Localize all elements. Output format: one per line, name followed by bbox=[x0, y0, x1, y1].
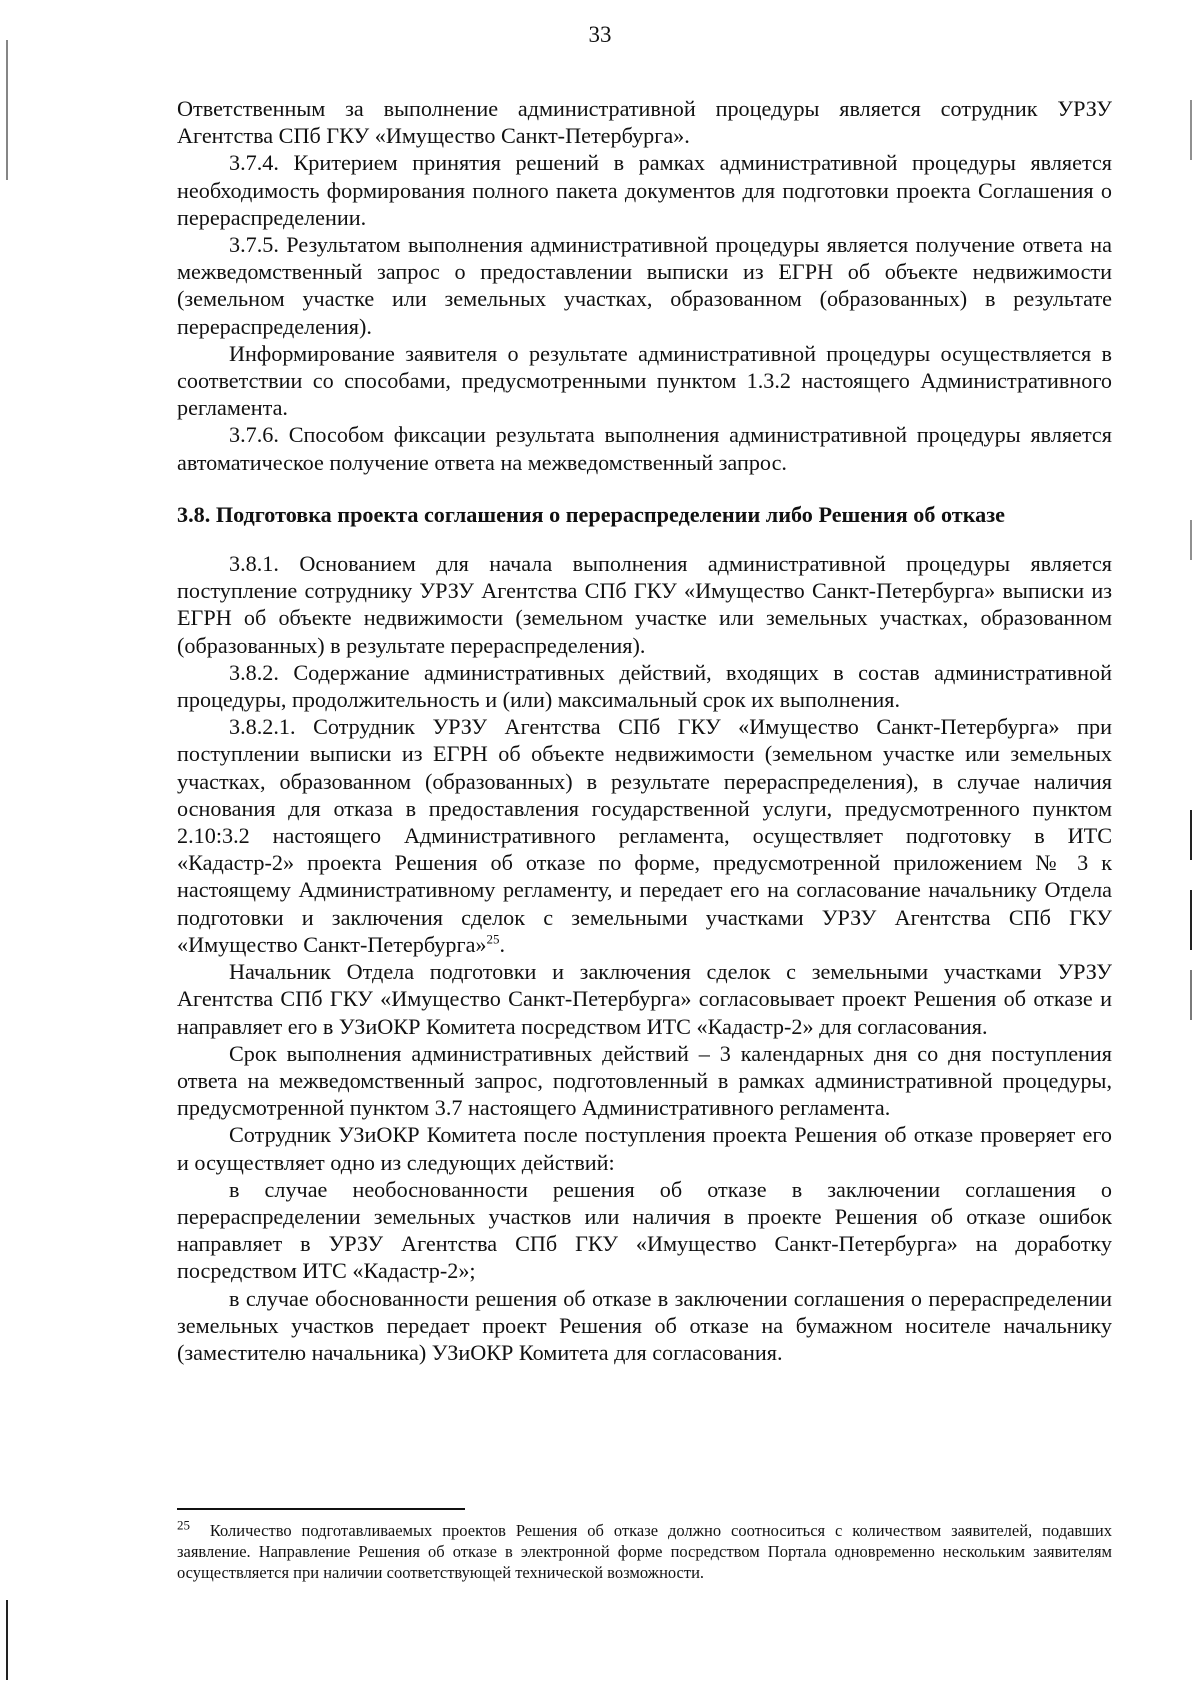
paragraph-with-footnote bbox=[177, 713, 1112, 958]
paragraph: Ответственным за выполнение административной процедуры является сотрудник УРЗУ Агентства СПб ГКУ «Имущество Санкт-Петербурга». bbox=[177, 96, 1112, 149]
paragraph: Срок выполнения административных действий – 3 календарных дня со дня поступления ответа на межведомственный запрос, подготовленный в рамках административной процедуры, предусмотренной пунктом 3.7 настоящего Административного регламента. bbox=[177, 1040, 1112, 1121]
paragraph-text: 3.8.2.1. Сотрудник УРЗУ Агентства СПб ГКУ «Имущество Санкт-Петербурга» при поступлении выписки из ЕГРН об объекте недвижимости (земельном участке или земельных участках, образованном (образованных) в результате перераспределения), в случае наличия основания для отказа в предоставления государственной услуги, предусмотренного пунктом 2.10:3.2 настоящего Административного регламента, осуществляет подготовку в ИТС «Кадастр-2» проекта Решения об отказе по форме, предусмотренной приложением № 3 к настоящему Административному регламенту, и передает его на согласование начальнику Отдела подготовки и заключения сделок с земельными участками УРЗУ Агентства СПб ГКУ «Имущество Санкт-Петербурга» bbox=[177, 714, 1112, 957]
paragraph: 3.8.1. Основанием для начала выполнения административной процедуры является поступление сотруднику УРЗУ Агентства СПб ГКУ «Имущество Санкт-Петербурга» выписки из ЕГРН об объекте недвижимости (земельном участке или земельных участках, образованном (образованных) в результате перераспределения). bbox=[177, 551, 1112, 658]
paragraph: в случае необоснованности решения об отказе в заключении соглашения о перераспределении земельных участков или наличия в проекте Решения об отказе ошибок направляет в УРЗУ Агентства СПб ГКУ «Имущество Санкт-Петербурга» на доработку посредством ИТС «Кадастр-2»; bbox=[177, 1176, 1112, 1284]
paragraph: 3.7.5. Результатом выполнения административной процедуры является получение ответа на межведомственный запрос о предоставлении выписки из ЕГРН об объекте недвижимости (земельном участке или земельных участках, образованном (образованных) в результате перераспределения). bbox=[177, 232, 1112, 339]
scan-edge-mark bbox=[1190, 520, 1192, 560]
paragraph: 3.8.2. Содержание административных действий, входящих в состав административной процедуры, продолжительность и (или) максимальный срок их выполнения. bbox=[177, 659, 1112, 713]
paragraph: Сотрудник УЗиОКР Комитета после поступления проекта Решения об отказе проверяет его и осуществляет одно из следующих действий: bbox=[177, 1122, 1112, 1175]
footnote bbox=[177, 1517, 1113, 1583]
footnote-divider bbox=[177, 1508, 465, 1510]
scan-edge-mark bbox=[6, 1600, 8, 1680]
footnote-number: 25 bbox=[177, 1517, 190, 1533]
paragraph: Начальник Отдела подготовки и заключения сделок с земельными участками УРЗУ Агентства СПб ГКУ «Имущество Санкт-Петербурга» согласовывает проект Решения об отказе и направляет его в УЗиОКР Комитета посредством ИТС «Кадастр-2» для согласования. bbox=[177, 959, 1112, 1039]
paragraph: в случае обоснованности решения об отказе в заключении соглашения о перераспределении земельных участков передает проект Решения об отказе на бумажном носителе начальнику (заместителю начальника) УЗиОКР Комитета для согласования. bbox=[177, 1285, 1112, 1365]
section-heading: 3.8. Подготовка проекта соглашения о перераспределении либо Решения об отказе bbox=[177, 501, 1005, 527]
paragraph-end: . bbox=[499, 931, 506, 957]
scan-edge-mark bbox=[6, 40, 8, 180]
scan-edge-mark bbox=[1190, 100, 1192, 160]
scan-edge-mark bbox=[1190, 810, 1192, 860]
paragraph: Информирование заявителя о результате административной процедуры осуществляется в соответствии со способами, предусмотренными пунктом 1.3.2 настоящего Административного регламента. bbox=[177, 340, 1112, 421]
paragraph: 3.7.6. Способом фиксации результата выполнения административной процедуры является автоматическое получение ответа на межведомственный запрос. bbox=[177, 422, 1112, 475]
paragraph: 3.7.4. Критерием принятия решений в рамках административной процедуры является необходимость формирования полного пакета документов для подготовки проекта Соглашения о перераспределении. bbox=[177, 150, 1112, 230]
footnote-reference: 25 bbox=[486, 931, 500, 947]
scan-edge-mark bbox=[1190, 970, 1192, 1020]
footnote-text: Количество подготавливаемых проектов Решения об отказе должно соотноситься с количеством заявителей, подавших заявление. Направление Решения об отказе в электронной форме посредством Портала одновременно нескольким заявителям осуществляется при наличии соответствующей технической возможности. bbox=[177, 1521, 1113, 1582]
page-number: 33 bbox=[588, 22, 612, 47]
scan-edge-mark bbox=[1190, 890, 1192, 950]
document-body bbox=[177, 95, 1112, 1366]
